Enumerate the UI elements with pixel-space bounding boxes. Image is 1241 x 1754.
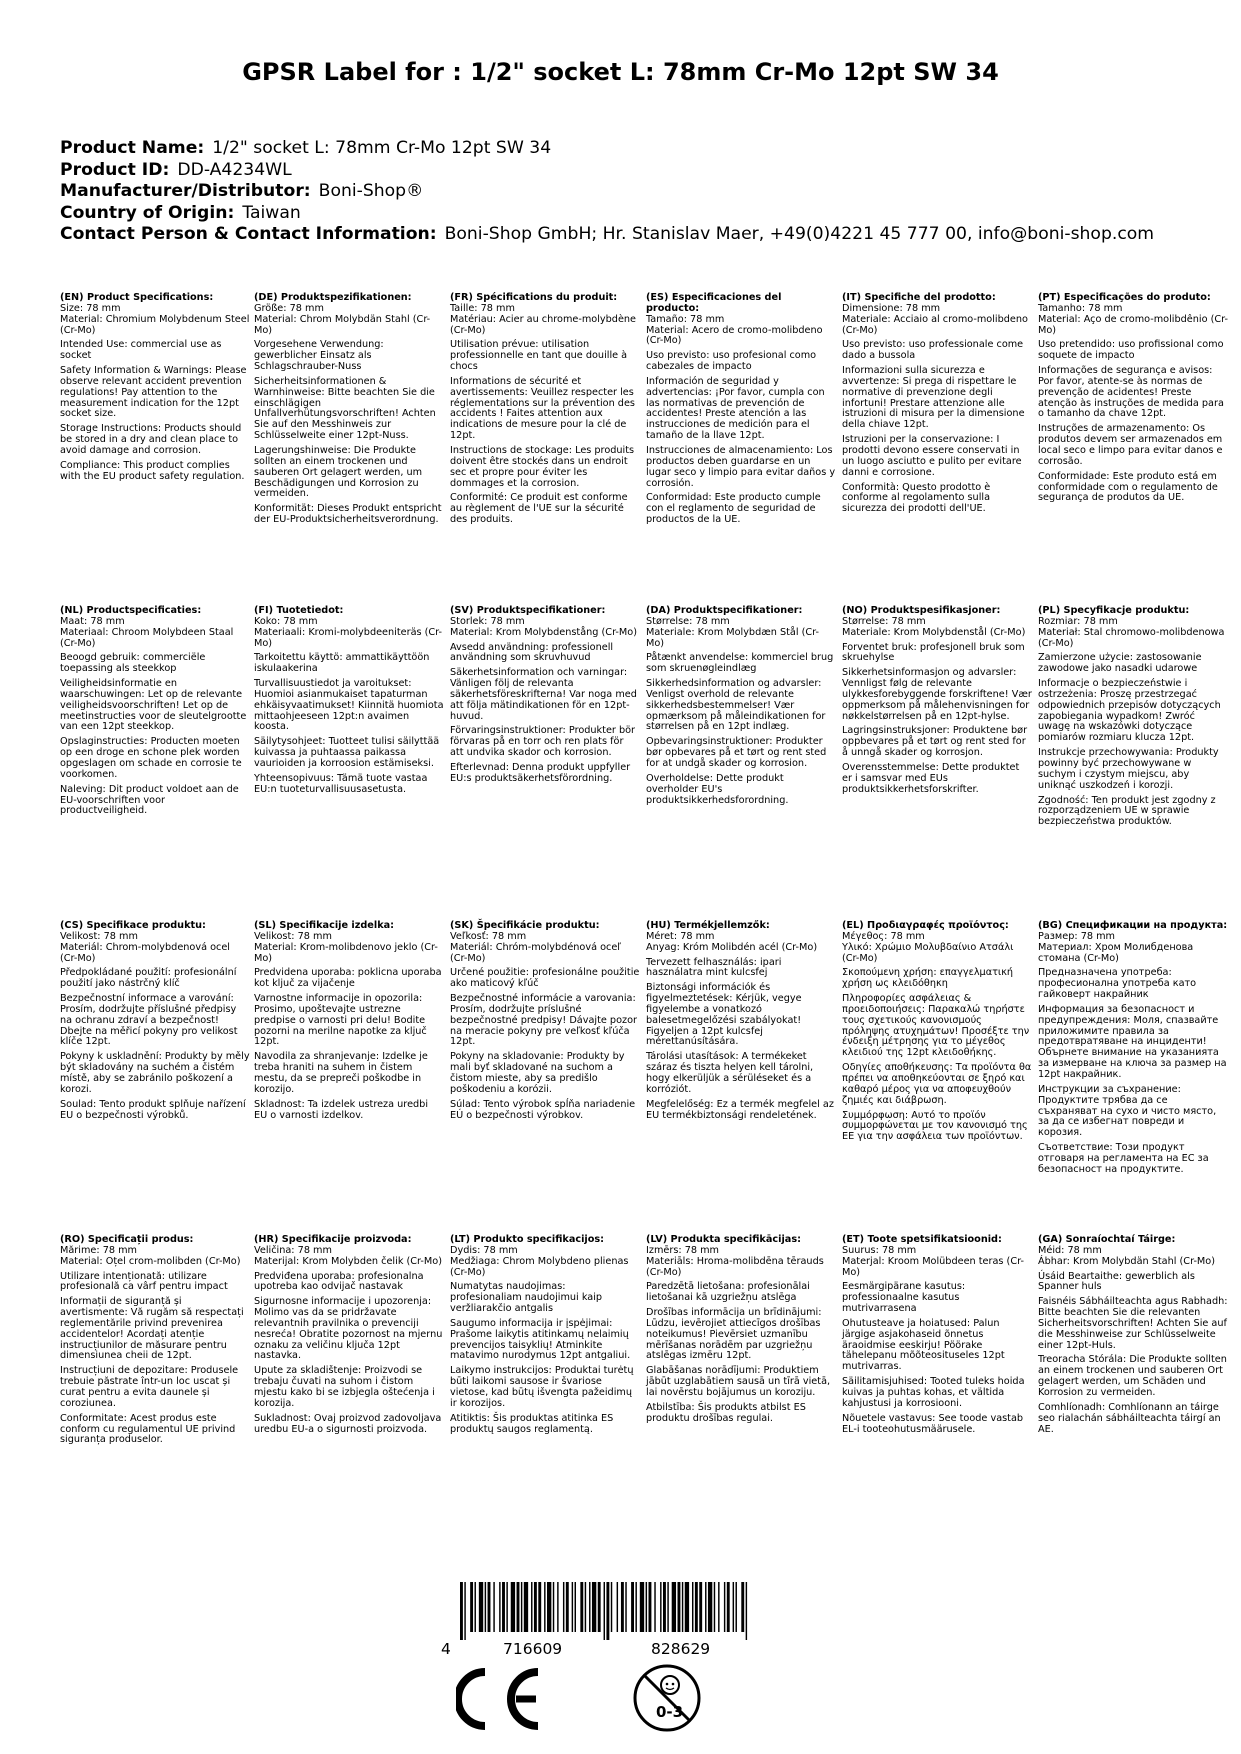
barcode-bar [547,1582,551,1632]
barcode-bar [499,1582,500,1632]
spec-line: Säilytysohjeet: Tuotteet tulisi säilyttää kuivassa ja puhtaassa paikassa vaurioiden ja korroosion estämiseksi. [254,736,440,769]
spec-block-hu [646,921,836,1125]
barcode-bar [654,1582,655,1632]
spec-line: Tárolási utasítások: A termékeket száraz és tiszta helyen kell tárolni, hogy elkerüljük a sérüléseket és a korróziót. [646,1051,814,1095]
barcode-digits [0,1640,1241,1660]
spec-line: Οδηγίες αποθήκευσης: Τα προϊόντα θα πρέπει να αποθηκεύονται σε ξηρό και καθαρό μέρος για να αποφευχθούν ζημιές και διάβρωση. [842,1062,1032,1106]
spec-line: Avsedd användning: professionell användning som skruvhuvud [450,641,614,664]
spec-line: Taille: 78 mm [450,302,515,314]
spec-heading: (DA) Produktspecifikationer: [646,605,803,616]
spec-line: Säilitamisjuhised: Tooted tuleks hoida kuivas ja puhtas kohas, et vältida kahjustusi ja korrosiooni. [842,1376,1025,1409]
spec-line: Rozmiar: 78 mm [1038,615,1118,627]
barcode-digits-left: 716609 [503,1640,563,1658]
spec-heading: (IT) Specifiche del prodotto: [842,292,996,303]
age-label: 0-3 [656,1703,684,1721]
barcode-bar [621,1582,624,1632]
spec-line: Anyag: Króm Molibdén acél (Cr-Mo) [646,941,818,953]
barcode-bar [663,1582,666,1632]
spec-line: Istruzioni per la conservazione: I prodotti devono essere conservati in un luogo asciutto e pulito per evitare danni e corrosione. [842,434,1022,478]
spec-line: Faisnéis Sábháilteachta agus Rabhadh: Bitte beachten Sie die relevanten Sicherheitsvorschriften! Achten Sie auf die Messhinweise zur Schlüsselweite einer 12pt-Huls. [1038,1296,1228,1351]
barcode-bar [479,1582,483,1632]
spec-heading: (HR) Specifikacije proizvoda: [254,1234,412,1245]
info-value: Boni-Shop® [318,181,424,202]
barcode-bar [695,1582,698,1632]
spec-block-sv [450,606,640,789]
spec-line: Materiaal: Chroom Molybdeen Staal (Cr-Mo) [60,626,234,649]
barcode-bar [563,1582,564,1632]
not-for-children-0-3-icon [632,1663,702,1733]
spec-line: Ohutusteave ja hoiatused: Palun järgige asjakohaseid õnnetus äraoidmise eeskirju! Pöörake tähelepanu mõõteosituseles 12pt mutrivarras. [842,1317,1005,1373]
spec-line: Tamanho: 78 mm [1038,302,1123,314]
spec-line: Nõuetele vastavus: See toode vastab EL-i tooteohutusmäärusele. [842,1412,1024,1435]
barcode-bar [635,1582,636,1632]
spec-line: Mărime: 78 mm [60,1244,137,1256]
spec-line: Conformidade: Este produto está em conformidade com o regulamento de segurança de produtos da UE. [1038,470,1218,504]
spec-line: Съответствие: Този продукт отговаря на регламента на ЕС за безопасност на продуктите. [1038,1142,1209,1175]
spec-line: Dimensione: 78 mm [842,302,941,314]
spec-line: Vorgesehene Verwendung: gewerblicher Einsatz als Schlagschrauber-Nuss [254,339,384,373]
spec-line: Materiāls: Hroma-molibdēna tērauds (Cr-Mo) [646,1255,824,1278]
info-row [60,160,1154,182]
barcode-bar [557,1582,558,1632]
info-value: DD-A4234WL [177,159,292,180]
spec-line: Uso pretendido: uso profissional como soquete de impacto [1038,339,1224,362]
barcode-bar [667,1582,668,1632]
spec-line: Safety Information & Warnings: Please observe relevant accident prevention regulations! Pay attention to the measurement indication for the 12pt socket size. [60,365,247,420]
spec-line: Uso previsto: uso professionale come dado a bussola [842,339,1024,362]
spec-line: Material: Chromium Molybdenum Steel (Cr-Mo) [60,313,250,336]
barcode-bar [464,1582,465,1640]
spec-heading: (SL) Specifikacije izdelka: [254,920,395,931]
spec-line: Материал: Хром Молибденова стомана (Cr-Mo) [1038,941,1194,964]
spec-line: Σκοπούμενη χρήση: επαγγελματική χρήση ως κλειδόθηκη [842,967,1014,990]
barcode-bar [493,1582,494,1632]
spec-heading: (BG) Спецификации на продукта: [1038,920,1228,931]
spec-block-en [60,293,250,487]
info-row [60,181,1154,203]
spec-line: Größe: 78 mm [254,302,324,314]
spec-line: Предназначена употреба: професионална употреба като гайковерт накрайник [1038,967,1197,1001]
spec-line: Förvaringsinstruktioner: Produkter bör förvaras på en torr och ren plats för att undvika skador och korrosion. [450,725,636,759]
barcode-bar [598,1582,601,1632]
barcode-bar [604,1582,605,1640]
spec-line: Material: Aço de cromo-molibdênio (Cr-Mo) [1038,313,1228,336]
spec-line: Informacje o bezpieczeństwie i ostrzeżenia: Proszę przestrzegać odpowiednich przepisów dotyczących zapobiegania wypadkom! Zwróć uwagę na wskazówki dotyczące pomiarów rozmiaru klucza 12pt. [1038,678,1221,744]
spec-heading: (ES) Especificaciones del producto: [646,292,782,314]
spec-line: Zamierzone użycie: zastosowanie zawodowe jako nasadki udarowe [1038,652,1202,675]
spec-block-sl [254,921,444,1125]
spec-line: Bezpečnostné informácie a varovania: Prosím, dodržujte príslušné bezpečnostné predpisy! Dávajte pozor na meracie pokyny pre veľkosť kľúča 12pt. [450,993,637,1048]
barcode-bar [575,1582,576,1632]
spec-line: Maat: 78 mm [60,615,125,627]
spec-line: Drošības informācija un brīdinājumi: Lūdzu, ievērojiet attiecīgos drošības noteikumus! Pievērsiet uzmanību mērīšanas norādēm par uzgriežņu atslēgas izmēru 12pt. [646,1307,822,1362]
spec-line: Instrucțiuni de depozitare: Produsele trebuie păstrate într-un loc uscat și curat pentru a evita daunele și coroziunea. [60,1365,239,1409]
spec-line: Paredzētā lietošana: profesionālai lietošanai kā uzgriežņu atslēga [646,1281,810,1304]
spec-line: Súlad: Tento výrobok spĺňa nariadenie EÚ o bezpečnosti výrobkov. [450,1098,636,1121]
spec-line: Matériau: Acier au chrome-molybdène (Cr-Mo) [450,313,637,336]
barcode-bar [475,1582,476,1632]
spec-line: Konformität: Dieses Produkt entspricht der EU-Produktsicherheitsverordnung. [254,503,442,526]
barcode-bar [699,1582,702,1632]
spec-line: Materiale: Krom Molybdenstål (Cr-Mo) [842,626,1026,638]
barcode-bar [617,1582,618,1632]
spec-line: Instructions de stockage: Les produits doivent être stockés dans un endroit sec et propre pour éviter les dommages et la corrosion. [450,444,635,489]
spec-line: Materijal: Krom Molybden čelik (Cr-Mo) [254,1255,442,1267]
spec-block-lv [646,1235,836,1429]
barcode-bar [724,1582,725,1632]
spec-line: Информация за безопасност и предупреждения: Моля, спазвайте приложимите правила за предотвратяване на инциденти! Обърнете внимание на указанията за измерване на ключа за размер на 12pt накрайник. [1038,1003,1227,1080]
spec-line: Medžiaga: Chrom Molybdeno plienas (Cr-Mo) [450,1255,629,1278]
barcode-bar [488,1582,491,1632]
spec-line: Materiał: Stal chromowo-molibdenowa (Cr-Mo) [1038,626,1225,649]
label-title: GPSR Label for : 1/2" socket L: 78mm Cr-Mo 12pt SW 34 [242,58,999,86]
spec-line: Forventet bruk: profesjonell bruk som skruehylse [842,641,1025,664]
barcode-bar [714,1582,715,1632]
spec-line: Materiál: Chrom-molybdenová ocel (Cr-Mo) [60,941,230,964]
spec-heading: (LV) Produkta specifikācijas: [646,1234,801,1245]
spec-line: Laikymo instrukcijos: Produktai turėtų būti laikomi sausose ir švariose vietose, kad būtų išvengta pažeidimų ir korozijos. [450,1365,634,1409]
spec-heading: (SK) Špecifikácie produktu: [450,920,600,931]
barcode-bar [553,1582,554,1632]
barcode-bar [538,1582,541,1632]
spec-heading: (DE) Produktspezifikationen: [254,292,412,303]
barcode-bar [524,1582,528,1632]
spec-line: Opslaginstructies: Producten moeten op een droge en schone plek worden opgeslagen om schade en corrosie te voorkomen. [60,736,242,780]
barcode-bar [517,1582,520,1632]
spec-line: Storlek: 78 mm [450,615,525,627]
barcode-bar [718,1582,719,1632]
spec-line: Πληροφορίες ασφάλειας & προειδοποιήσεις: Παρακαλώ τηρήστε τους σχετικούς κανονισμούς πρόληψης ατυχημάτων! Προσέξτε την ένδειξη μέτρησης για το μέγεθος κλειδιού της 12pt κλειδοθήκης. [842,993,1030,1059]
barcode-bar [705,1582,706,1632]
spec-block-cs [60,921,250,1125]
spec-block-es [646,293,836,530]
barcode-bar [470,1582,473,1632]
spec-block-lt [450,1235,640,1439]
info-row [60,203,1154,225]
spec-line: Säkerhetsinformation och varningar: Vänligen följ de relevanta säkerhetsföreskrifterna! Var noga med att följa mätindikationen för en 12pt-huvud. [450,667,637,722]
spec-line: Informații de siguranță și avertismente: Vă rugăm să respectați reglementările privind prevenirea accidentelor! Acordați atenție instrucțiunilor de măsurare pentru dimensiunea cheii de 12pt. [60,1296,244,1362]
spec-block-pt [1038,293,1228,508]
spec-line: Size: 78 mm [60,302,121,314]
spec-heading: (EN) Product Specifications: [60,292,214,303]
spec-line: Skladnost: Ta izdelek ustreza uredbi EU o varnosti izdelkov. [254,1098,429,1121]
spec-heading: (RO) Specificații produs: [60,1234,194,1245]
spec-line: Suurus: 78 mm [842,1244,917,1256]
spec-line: Συμμόρφωση: Αυτό το προϊόν συμμορφώνεται με τον κανονισμό της ΕΕ για την ασφάλεια των προϊόντων. [842,1109,1028,1143]
spec-line: Předpokládané použití: profesionální použití jako nástrčný klíč [60,967,237,990]
spec-line: Instruções de armazenamento: Os produtos devem ser armazenados em local seco e limpo para evitar danos e corrosão. [1038,423,1223,467]
spec-line: Saugumo informacija ir įspėjimai: Prašome laikytis atitinkamų nelaimių prevencijos taisyklių! Atminkite matavimo nurodymus 12pt antgaliui. [450,1317,631,1362]
spec-line: Izmērs: 78 mm [646,1244,719,1256]
spec-line: Yhteensopivuus: Tämä tuote vastaa EU:n tuoteturvallisuusasetusta. [254,772,428,795]
barcode-bar [678,1582,681,1632]
spec-line: Opbevaringsinstruktioner: Produkter bør opbevares på et tørt og rent sted for at undgå skader og korrosion. [646,736,827,769]
spec-block-pl [1038,606,1228,832]
spec-block-et [842,1235,1032,1439]
barcode-bar [606,1582,609,1640]
spec-line: Conformidad: Este producto cumple con el reglamento de seguridad de productos de la UE. [646,492,821,526]
spec-line: Sukladnost: Ovaj proizvod zadovoljava uredbu EU-a o sigurnosti proizvoda. [254,1412,442,1435]
spec-heading: (FI) Tuotetiedot: [254,605,344,616]
spec-heading: (LT) Produkto specifikacijos: [450,1234,605,1245]
spec-line: Materiaali: Kromi-molybdeeniteräs (Cr-Mo) [254,626,443,649]
spec-line: Turvallisuustiedot ja varoitukset: Huomioi asianmukaiset tapaturman ehkäisyvaatimukset! Kiinnitä huomiota mittaohjeeseen 12pt:n avaimen koosta. [254,678,444,733]
spec-line: Conformità: Questo prodotto è conforme al regolamento sulla sicurezza dei prodotti dell'UE. [842,481,991,515]
spec-line: Zgodność: Ten produkt jest zgodny z rozporządzeniem UE w sprawie bezpieczeństwa produktów. [1038,794,1216,828]
info-row [60,138,1154,160]
info-value: 1/2" socket L: 78mm Cr-Mo 12pt SW 34 [212,138,552,158]
barcode-bar [585,1582,586,1632]
spec-line: Utilizare intenționată: utilizare profesională ca vârf pentru impact [60,1270,228,1293]
barcode-bar [502,1582,505,1632]
barcode-bar [572,1582,573,1632]
spec-heading: (ET) Toote spetsifikatsioonid: [842,1234,1002,1245]
spec-line: Predvidena uporaba: poklicna uporaba kot ključ za vijačenje [254,967,442,990]
barcode-bar [521,1582,522,1632]
spec-line: Uso previsto: uso profesional como cabezales de impacto [646,350,817,373]
spec-line: Eesmärgipärane kasutus: professionaalne kasutus mutrivarrasena [842,1281,966,1315]
spec-block-fi [254,606,444,800]
barcode-bar [672,1582,676,1632]
spec-line: Varnostne informacije in opozorila: Prosimo, upoštevajte ustrezne predpise o varnosti pri delu! Bodite pozorni na merilne napotke za ključ 12pt. [254,993,427,1048]
barcode-bar [566,1582,569,1632]
ean-barcode [460,1582,750,1640]
spec-line: Predviđena uporaba: profesionalna upotreba kao odvijač nastavak [254,1270,424,1293]
spec-heading: (SV) Produktspecifikationer: [450,605,606,616]
barcode-bar [746,1582,747,1640]
spec-line: Informazioni sulla sicurezza e avvertenze: Si prega di rispettare le normative di prevenzione degli infortuni! Prestare attenzione alle istruzioni di misura per la dimensione della chiave 12pt. [842,365,1025,431]
spec-line: Tarkoitettu käyttö: ammattikäyttöön iskulaakerina [254,652,430,675]
spec-line: Beoogd gebruik: commerciële toepassing als steekkop [60,652,206,675]
spec-line: Atitiktis: Šis produktas atitinka ES produktų saugos reglamentą. [450,1412,614,1435]
spec-line: Størrelse: 78 mm [646,615,730,627]
spec-line: Megfelelőség: Ez a termék megfelel az EU termékbiztonsági rendeletének. [646,1098,834,1121]
barcode-digit-first: 4 [441,1640,451,1658]
ce-mark-icon [456,1668,542,1730]
spec-heading: (NO) Produktspesifikasjoner: [842,605,1001,616]
spec-line: Material: Acero de cromo-molibdeno (Cr-Mo) [646,324,823,347]
barcode-bar [485,1582,486,1632]
spec-line: Overholdelse: Dette produkt overholder EU's produktsikkerhedsforordning. [646,772,789,806]
spec-line: Μέγεθος: 78 mm [842,930,925,942]
info-key: Manufacturer/Distributor: [60,181,311,202]
spec-line: Sikkerhedsinformation og advarsler: Venligst overhold de relevante sikkerhedsbestemmelser! Vær opmærksom på måleindikationen for størrelsen på en 12pt indlæg. [646,678,826,733]
barcode-digits-right: 828629 [651,1640,711,1658]
barcode-bar [544,1582,545,1632]
spec-line: Materjal: Kroom Molübdeen teras (Cr-Mo) [842,1255,1024,1278]
spec-line: Dydis: 78 mm [450,1244,518,1256]
spec-block-fr [450,293,640,530]
spec-line: Размер: 78 mm [1038,930,1115,942]
spec-line: Méid: 78 mm [1038,1244,1102,1256]
spec-line: Navodila za shranjevanje: Izdelke je treba hraniti na suhem in čistem mestu, da se prepreči poškodbe in korozijo. [254,1051,428,1095]
spec-line: Velikost: 78 mm [254,930,332,942]
barcode-bar [733,1582,734,1632]
spec-line: Koko: 78 mm [254,615,318,627]
spec-block-it [842,293,1032,519]
spec-line: Veľkosť: 78 mm [450,930,527,942]
spec-heading: (PT) Especificações do produto: [1038,292,1211,303]
barcode-bar [631,1582,634,1632]
spec-line: Materiale: Acciaio al cromo-molibdeno (Cr-Mo) [842,313,1028,336]
spec-line: Soulad: Tento produkt splňuje nařízení EU o bezpečnosti výrobků. [60,1098,246,1121]
spec-block-no [842,606,1032,800]
spec-line: Инструкции за съхранение: Продуктите трябва да се съхраняват на сухо и чисто място, за да се избегнат повреди и корозия. [1038,1083,1217,1139]
spec-line: Størrelse: 78 mm [842,615,926,627]
spec-line: Material: Krom-molibdenovo jeklo (Cr-Mo) [254,941,438,964]
barcode-bar [592,1582,596,1632]
spec-line: Veiligheidsinformatie en waarschuwingen: Let op de relevante veiligheidsvoorschriften! Let op de meetinstructies voor de sleutelgrootte van een 12pt steekkop. [60,678,247,733]
barcode-bar [625,1582,626,1632]
spec-line: Méret: 78 mm [646,930,715,942]
barcode-bar [611,1582,612,1632]
spec-line: Bezpečnostní informace a varování: Prosím, dodržujte příslušné předpisy na ochranu zdraví a bezpečnost! Dbejte na měřicí pokyny pro velikost klíče 12pt. [60,993,238,1048]
spec-line: Compliance: This product complies with the EU product safety regulation. [60,459,245,482]
spec-block-sk [450,921,640,1125]
spec-line: Treoracha Stórála: Die Produkte sollten an einem trockenen und sauberen Ort gelagert werden, um Schäden und Korrosion zu vermeiden. [1038,1354,1227,1398]
spec-heading: (PL) Specyfikacje produktu: [1038,605,1190,616]
spec-block-nl [60,606,250,821]
info-key: Contact Person & Contact Information: [60,224,437,245]
barcode-bar [741,1582,744,1632]
barcode-bar [692,1582,693,1632]
barcode-bar [460,1582,463,1640]
info-key: Product Name: [60,138,205,158]
spec-line: Sigurnosne informacije i upozorenja: Molimo vas da se pridržavate relevantnih pravilnika o prevenciji nesreća! Obratite pozornost na mjernu oznaku za veličinu ključa 12pt nastavka. [254,1296,443,1362]
info-value: Taiwan [242,202,301,223]
spec-line: Utilisation prévue: utilisation professionnelle en tant que douille à chocs [450,339,628,373]
spec-line: Conformitate: Acest produs este conform cu regulamentul UE privind siguranța produselor. [60,1412,236,1446]
spec-line: Material: Krom Molybdenstång (Cr-Mo) [450,626,637,638]
spec-line: Tervezett felhasználás: ipari használatra mint kulcsfej [646,956,782,979]
spec-line: Informações de segurança e avisos: Por favor, atente-se às normas de prevenção de acidentes! Preste atenção às instruções de medida para o tamanho da chave 12pt. [1038,365,1224,420]
spec-line: Ábhar: Krom Molybdän Stahl (Cr-Mo) [1038,1255,1215,1267]
spec-line: Pokyny k uskladnění: Produkty by měly být skladovány na suchém a čistém místě, aby se zabránilo poškození a korozi. [60,1051,250,1095]
spec-line: Úsáid Beartaithe: gewerblich als Spanner huls [1038,1270,1195,1293]
spec-line: Materiale: Krom Molybdæn Stål (Cr-Mo) [646,626,820,649]
spec-heading: (HU) Termékjellemzők: [646,920,770,931]
spec-line: Lagringsinstruksjoner: Produktene bør oppbevares på et tørt og rent sted for å unngå skader og korrosjon. [842,725,1028,759]
barcode-bar [685,1582,689,1632]
info-value: Boni-Shop GmbH; Hr. Stanislav Maer, +49(0)4221 45 777 00, info@boni-shop.com [444,224,1155,245]
spec-line: Overensstemmelse: Dette produktet er i samsvar med EUs produktsikkerhetsforskrifter. [842,761,1020,795]
spec-line: Numatytas naudojimas: profesionaliam naudojimui kaip veržliarakčio antgalis [450,1281,603,1315]
barcode-bar [727,1582,730,1632]
spec-heading: (GA) Sonraíochtaí Táirge: [1038,1234,1176,1245]
spec-line: Určené použitie: profesionálne použitie ako maticový kľúč [450,967,640,990]
spec-block-ga [1038,1235,1228,1439]
spec-line: Intended Use: commercial use as socket [60,339,222,362]
barcode-bar [736,1582,737,1632]
spec-line: Informations de sécurité et avertissements: Veuillez respecter les réglementations sur la prévention des accidents ! Faites attention aux indications de mesure pour la clé de 12pt. [450,375,635,442]
spec-heading: (FR) Spécifications du produit: [450,292,618,303]
spec-line: Upute za skladištenje: Proizvodi se trebaju čuvati na suhom i čistom mjestu kako bi se izbjegla oštećenja i korozija. [254,1365,435,1409]
spec-line: Glabāšanas norādījumi: Produktiem jābūt uzglabātiem sausā un tīrā vietā, lai novērstu bojājumus un koroziju. [646,1365,831,1398]
spec-block-el [842,921,1032,1147]
spec-line: Sikkerhetsinformasjon og advarsler: Vennligst følg de relevante ulykkesforebyggende forskriftene! Vær oppmerksom på målehenvisningen for nøkkelstørrelsen på en 12pt-hylse. [842,667,1032,722]
barcode-bar [660,1582,661,1632]
spec-line: Materiál: Chróm-molybdénová oceľ (Cr-Mo) [450,941,621,964]
spec-block-da [646,606,836,810]
spec-line: Pokyny na skladovanie: Produkty by mali byť skladované na suchom a čistom mieste, aby sa predišlo poškodeniu a korózii. [450,1051,625,1095]
spec-heading: (CS) Specifikace produktu: [60,920,206,931]
spec-line: Material: Oțel crom-molibden (Cr-Mo) [60,1255,241,1267]
spec-line: Påtænkt anvendelse: kommerciel brug som skruenøgleindlæg [646,652,834,675]
barcode-bar [640,1582,644,1632]
spec-block-ro [60,1235,250,1450]
spec-block-hr [254,1235,444,1439]
spec-heading: (EL) Προδιαγραφές προϊόντος: [842,920,1009,931]
barcode-bar [534,1582,537,1632]
spec-line: Instrukcje przechowywania: Produkty powinny być przechowywane w suchym i czystym miejscu, aby uniknąć uszkodzeń i korozji. [1038,747,1219,791]
barcode-bar [682,1582,683,1632]
product-info [60,138,1154,246]
barcode-bar [580,1582,583,1632]
spec-line: Información de seguridad y advertencias: ¡Por favor, cumpla con las normativas de prevención de accidentes! Preste atención a las instrucciones de medición para el tamaño de la llave 12pt. [646,375,825,442]
barcode-bar [646,1582,647,1632]
spec-line: Lagerungshinweise: Die Produkte sollten an einem trockenen und sauberen Ort gelagert werden, um Beschädigungen und Korrosion zu vermeiden. [254,444,423,500]
barcode-bar [708,1582,712,1632]
barcode-bar [649,1582,652,1632]
spec-block-bg [1038,921,1228,1180]
spec-block-de [254,293,444,530]
spec-line: Υλικό: Χρώμιο Μολυβδαίνιο Ατσάλι (Cr-Mo) [842,941,1014,964]
spec-line: Veličina: 78 mm [254,1244,332,1256]
spec-line: Tamaño: 78 mm [646,313,725,325]
spec-line: Biztonsági információk és figyelmeztetések: Kérjük, vegye figyelembe a vonatkozó balesetmegelőzési szabályokat! Figyeljen a 12pt kulcsfej mérettanúsítására. [646,982,802,1048]
spec-line: Conformité: Ce produit est conforme au règlement de l'UE sur la sécurité des produits. [450,492,628,526]
spec-line: Efterlevnad: Denna produkt uppfyller EU:s produktsäkerhetsförordning. [450,761,631,784]
spec-line: Sicherheitsinformationen & Warnhinweise: Bitte beachten Sie die einschlägigen Unfallverhütungsvorschriften! Achten Sie auf den Messhinweis zur Schlüsselweite einer 12pt-Nuss. [254,375,436,442]
barcode-bar [511,1582,515,1632]
barcode-bar [531,1582,532,1632]
spec-line: Velikost: 78 mm [60,930,138,942]
spec-line: Naleving: Dit product voldoet aan de EU-voorschriften voor productveiligheid. [60,783,239,817]
info-key: Product ID: [60,159,170,180]
spec-line: Atbilstība: Šis produkts atbilst ES produktu drošības regulai. [646,1401,806,1424]
spec-line: Material: Chrom Molybdän Stahl (Cr-Mo) [254,313,431,336]
barcode-bar [506,1582,507,1632]
spec-line: Storage Instructions: Products should be stored in a dry and clean place to avoid damage and corrosion. [60,423,242,456]
spec-line: Instrucciones de almacenamiento: Los productos deben guardarse en un lugar seco y limpio para evitar daños y corrosión. [646,444,836,489]
info-key: Country of Origin: [60,202,235,223]
barcode-bar [589,1582,590,1632]
spec-heading: (NL) Productspecificaties: [60,605,202,616]
info-row [60,224,1154,246]
spec-line: Comhlíonadh: Comhlíonann an táirge seo rialachán sábháilteachta táirgí an AE. [1038,1401,1221,1435]
